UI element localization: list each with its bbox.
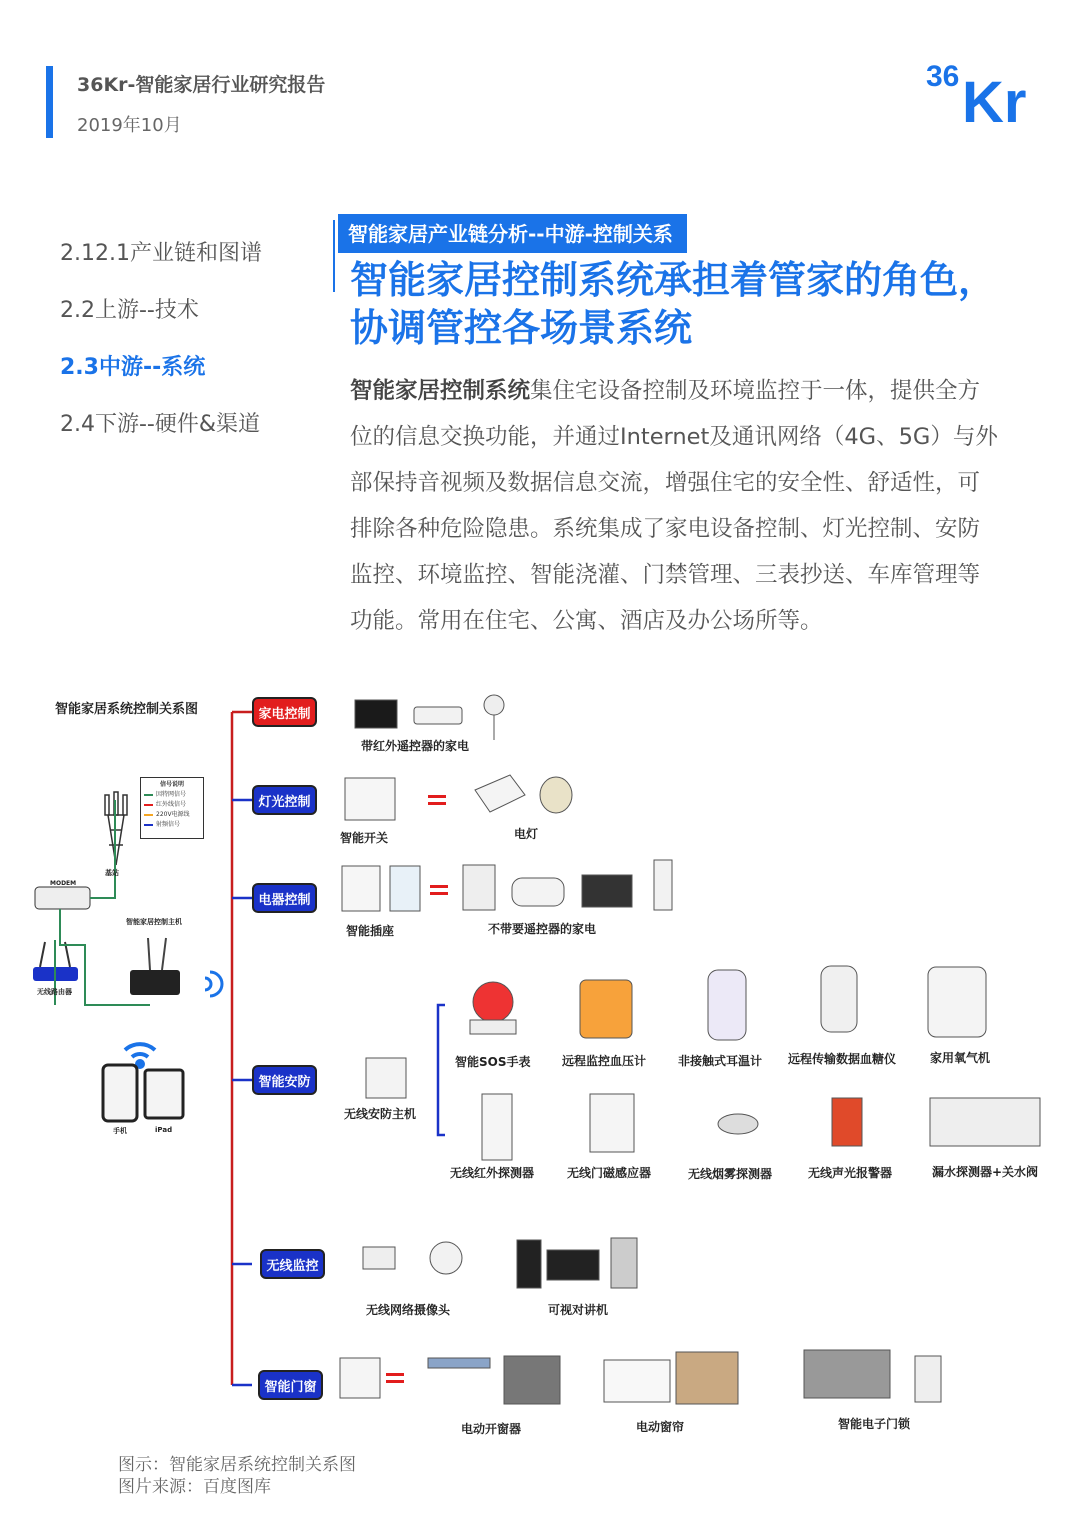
legend-item: 红外线信号 <box>144 800 200 810</box>
label-alarm: 无线声光报警器 <box>808 1166 893 1180</box>
36kr-logo <box>926 58 1042 128</box>
report-date: 2019年10月 <box>77 115 182 136</box>
legend-item: 因特网信号 <box>144 790 200 800</box>
label-curtain: 电动窗帘 <box>636 1420 685 1434</box>
body-paragraph <box>350 368 1000 644</box>
table-of-contents <box>60 236 262 464</box>
headline: 智能家居控制系统承担着管家的角色，协调管控各场景系统 <box>350 258 997 350</box>
body-rest: 集住宅设备控制及环境监控于一体，提供全方位的信息交换功能，并通过Internet及通讯网络（4G、5G）与外部保持音视频及数据信息交流，增强住宅的安全性、舒适性，可排除各种危险隐患。系统集成了家电设备控制、灯光控制、安防监控、环境监控、智能浇灌、门禁管理、三表抄送、车库管理等功能。常用在住宅、公寓、酒店及办公场所等。 <box>350 378 998 634</box>
toc-item-3-active[interactable]: 2.3中游--系统 <box>60 355 206 380</box>
label-camera: 无线网络摄像头 <box>366 1303 451 1317</box>
router-label: 无线路由器 <box>37 988 72 996</box>
category-appliance-control: 家电控制 <box>252 697 317 727</box>
legend-item: 220V电源线 <box>144 810 200 820</box>
label-smart-switch: 智能开关 <box>340 831 389 845</box>
figure-caption <box>118 1454 356 1498</box>
ipad-label: iPad <box>155 1126 173 1134</box>
label-appliance-no-remote: 不带要遥控器的家电 <box>488 922 597 936</box>
wifi-signal-icon <box>205 972 222 996</box>
section-tag: 智能家居产业链分析--中游-控制关系 <box>338 214 687 253</box>
label-smart-socket: 智能插座 <box>346 924 395 938</box>
host-label: 智能家居控制主机 <box>126 918 182 926</box>
label-oxygen: 家用氧气机 <box>930 1051 991 1065</box>
label-leak: 漏水探测器+关水阀 <box>932 1165 1039 1179</box>
label-security-host: 无线安防主机 <box>344 1107 417 1121</box>
category-wireless-monitoring: 无线监控 <box>260 1249 325 1279</box>
label-lamp: 电灯 <box>514 827 539 841</box>
label-blood-pressure: 远程监控血压计 <box>562 1054 647 1068</box>
modem-label: MODEM <box>50 880 77 887</box>
label-appliance-ir: 带红外遥控器的家电 <box>361 739 470 753</box>
label-thermometer: 非接触式耳温计 <box>678 1054 763 1068</box>
category-lighting-control: 灯光控制 <box>252 785 317 815</box>
phone-label: 手机 <box>113 1127 127 1135</box>
label-door-lock: 智能电子门锁 <box>838 1417 911 1431</box>
control-host-icon <box>130 970 180 995</box>
toc-item-4[interactable]: 2.4下游--硬件&渠道 <box>60 412 261 437</box>
base-station-label: 基站 <box>105 869 119 877</box>
label-door-sensor: 无线门磁感应器 <box>567 1166 652 1180</box>
label-smoke: 无线烟雾探测器 <box>688 1167 773 1181</box>
modem-icon <box>35 887 90 909</box>
toc-item-1[interactable]: 2.12.1产业链和图谱 <box>60 241 262 266</box>
diagram-title: 智能家居系统控制关系图 <box>55 702 199 717</box>
legend-item: 射频信号 <box>144 820 200 830</box>
label-sos-watch: 智能SOS手表 <box>455 1055 531 1069</box>
category-smart-doors-windows: 智能门窗 <box>258 1370 323 1400</box>
label-intercom: 可视对讲机 <box>548 1303 609 1317</box>
svg-text:Kr: Kr <box>962 70 1027 128</box>
report-title: 36Kr-智能家居行业研究报告 <box>77 74 326 96</box>
phone-icon <box>103 1065 137 1121</box>
toc-item-2[interactable]: 2.2上游--技术 <box>60 298 199 323</box>
signal-legend <box>140 777 204 839</box>
label-ir-detector: 无线红外探测器 <box>450 1166 535 1180</box>
body-bold-lead: 智能家居控制系统 <box>350 378 531 404</box>
category-electrical-control: 电器控制 <box>252 883 317 913</box>
header-accent-bar <box>46 66 53 138</box>
caption-source: 图片来源：百度图库 <box>118 1477 271 1497</box>
legend-title: 信号说明 <box>159 781 184 788</box>
ipad-icon <box>145 1070 183 1118</box>
category-smart-security: 智能安防 <box>252 1065 317 1095</box>
label-glucose: 远程传输数据血糖仪 <box>788 1052 897 1066</box>
label-window-opener: 电动开窗器 <box>461 1422 522 1436</box>
caption-line-1: 图示：智能家居系统控制关系图 <box>118 1455 356 1475</box>
svg-text:36: 36 <box>926 60 960 93</box>
section-divider <box>333 220 335 292</box>
